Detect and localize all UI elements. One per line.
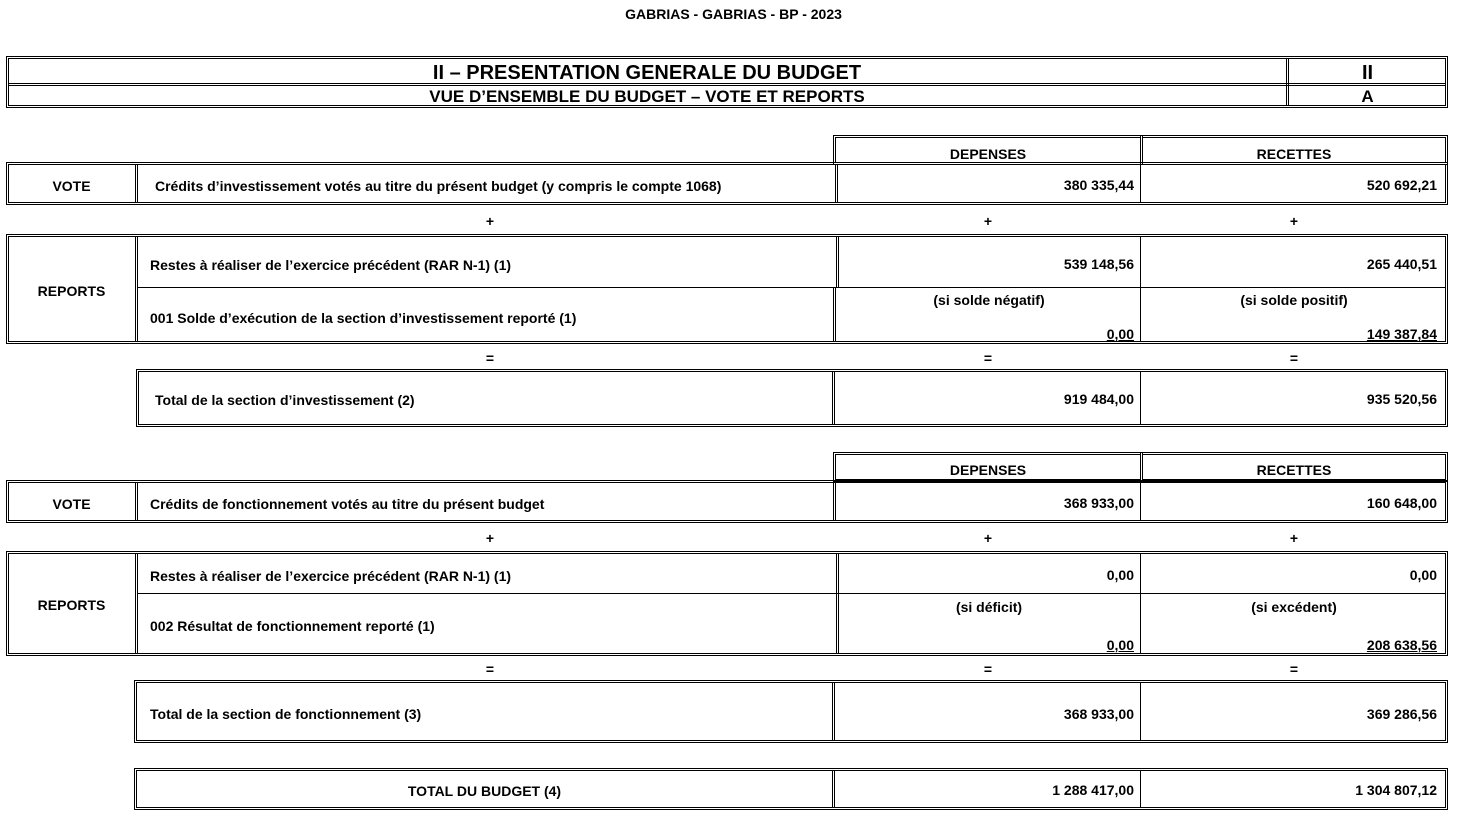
page-code: II [1361,62,1374,84]
invest-plus-dep: + [983,213,993,229]
invest-rar-rec: 265 440,51 [1366,256,1437,272]
fonct-total-desc: Total de la section de fonctionnement (3) [150,706,422,722]
invest-reports-hline [137,287,1446,288]
fonct-reports-sep1 [135,553,138,654]
fonct-total-rec: 369 286,56 [1366,706,1437,722]
invest-vote-rec: 520 692,21 [1366,177,1437,193]
invest-eq-dep: = [983,350,993,366]
invest-total-desc: Total de la section d’investissement (2) [155,392,415,408]
fonct-reports-label: REPORTS [37,597,106,613]
fonct-rar-desc: Restes à réaliser de l’exercice précédent (RAR N-1) (1) [150,568,512,584]
fonct-vote-desc: Crédits de fonctionnement votés au titre du présent budget [150,496,545,512]
fonct-rar-dep: 0,00 [1106,567,1134,583]
page-title: II – PRESENTATION GENERALE DU BUDGET [432,62,862,84]
invest-reports-sep2b [833,288,836,342]
fonct-vote-sep3 [1140,482,1141,521]
fonct-vote-sep1 [135,482,138,521]
fonct-resultat-dep: 0,00 [1106,637,1134,653]
budget-total-sep1 [832,770,835,808]
invest-total-sep1 [832,371,835,425]
fonct-reports-hline [137,593,1446,594]
fonct-col-recettes: RECETTES [1256,462,1332,478]
invest-total-rec: 935 520,56 [1366,391,1437,407]
invest-solde-dep-note: (si solde négatif) [933,292,1045,308]
fonct-plus-dep: + [983,530,993,546]
fonct-eq-dep: = [983,661,993,677]
fonct-eq-desc: = [485,661,495,677]
invest-col-depenses: DEPENSES [949,146,1027,162]
fonct-resultat-desc: 002 Résultat de fonctionnement reporté (1) [150,618,435,634]
fonct-col-depenses: DEPENSES [949,462,1027,478]
invest-total-sep2 [1140,371,1141,425]
invest-rar-desc: Restes à réaliser de l’exercice précédent (RAR N-1) (1) [150,257,512,273]
page-subcode: A [1361,87,1374,106]
fonct-vote-sep2 [833,482,836,521]
fonct-resultat-dep-note: (si déficit) [955,599,1023,615]
invest-solde-rec-note: (si solde positif) [1240,292,1348,308]
invest-eq-rec: = [1289,350,1299,366]
invest-vote-sep3 [1140,164,1141,203]
fonct-resultat-rec-note: (si excédent) [1251,599,1337,615]
fonct-rar-rec: 0,00 [1409,567,1437,583]
invest-reports-sep3 [1140,236,1141,342]
invest-vote-sep2 [835,164,838,203]
fonct-total-sep1 [832,682,835,741]
invest-eq-desc: = [485,350,495,366]
fonct-plus-desc: + [485,530,495,546]
budget-total-rec: 1 304 807,12 [1355,782,1437,798]
invest-reports-sep1 [135,236,138,342]
fonct-reports-sep3 [1140,553,1141,654]
invest-vote-sep1 [135,164,138,203]
invest-vote-desc: Crédits d’investissement votés au titre du présent budget (y compris le compte 1068) [155,178,722,194]
invest-solde-desc: 001 Solde d’exécution de la section d’investissement reporté (1) [150,310,577,326]
invest-solde-dep: 0,00 [1106,326,1134,342]
fonct-plus-rec: + [1289,530,1299,546]
invest-vote-label: VOTE [52,178,91,194]
fonct-resultat-rec: 208 638,56 [1366,637,1437,653]
budget-total-desc: TOTAL DU BUDGET (4) [407,783,562,799]
fonct-total-sep2 [1140,682,1141,741]
fonct-eq-rec: = [1289,661,1299,677]
invest-reports-sep2a [836,236,839,287]
fonct-vote-label: VOTE [52,496,91,512]
fonct-vote-dep: 368 933,00 [1063,495,1134,511]
page-header: GABRIAS - GABRIAS - BP - 2023 [625,6,842,22]
invest-col-recettes: RECETTES [1256,146,1332,162]
budget-total-dep: 1 288 417,00 [1052,782,1134,798]
invest-reports-label: REPORTS [37,283,106,299]
invest-plus-rec: + [1289,213,1299,229]
invest-rar-dep: 539 148,56 [1063,256,1134,272]
invest-solde-rec: 149 387,84 [1366,326,1437,342]
budget-total-sep2 [1140,770,1141,808]
invest-plus-desc: + [485,213,495,229]
fonct-total-dep: 368 933,00 [1063,706,1134,722]
invest-total-dep: 919 484,00 [1063,391,1134,407]
page-subtitle: VUE D’ENSEMBLE DU BUDGET – VOTE ET REPORTS [429,87,865,106]
invest-vote-dep: 380 335,44 [1063,177,1134,193]
fonct-vote-rec: 160 648,00 [1366,495,1437,511]
